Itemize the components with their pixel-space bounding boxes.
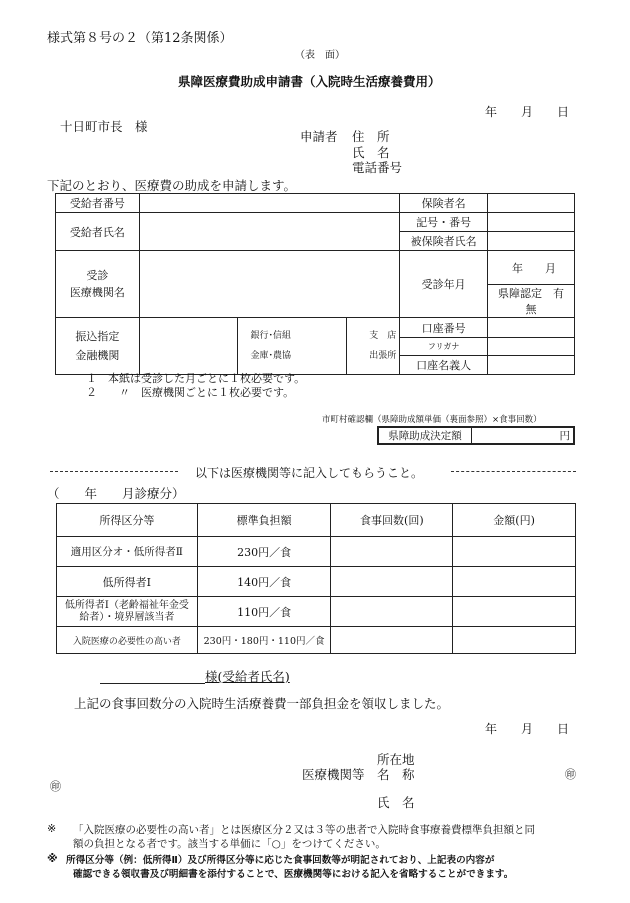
branch-cell[interactable] xyxy=(347,318,400,375)
page-title: 県障医療費助成申請書（入院時生活療養費用） xyxy=(178,74,441,89)
furigana-label: フリガナ xyxy=(400,338,488,356)
clinic-label-line2: 医療機関名 xyxy=(69,286,125,299)
footnote-2-line2: 確認できる領収書及び明細書を添付することで、医療機関等における記入を省略することができます。 xyxy=(73,869,514,880)
recipient-number-label: 受給者番号 xyxy=(56,194,140,213)
row-category: 入院医療の必要性の高い者 xyxy=(57,627,198,654)
header-standard: 標準負担額 xyxy=(197,504,331,537)
decision-amount-box xyxy=(377,426,575,445)
insurer-name-label: 保険者名 xyxy=(400,194,488,213)
row-amount[interactable] xyxy=(453,567,576,597)
footnote-1-line2: 額の負担となる者です。該当する単価に「○」をつけてください。 xyxy=(73,838,386,850)
row-category: 低所得者Ⅰ xyxy=(57,567,198,597)
account-number-input[interactable] xyxy=(488,318,575,338)
person-name-label: 氏 名 xyxy=(377,795,415,810)
clinic-label-line1: 受診 xyxy=(86,269,109,282)
addressee: 十日町市長 様 xyxy=(60,119,148,134)
municipal-confirm-label: 市町村確認欄（県障助成額単価（裏面参照）×食事回数） xyxy=(322,415,542,425)
footnote-1-mark: ※ xyxy=(47,822,57,835)
bank-type-cell[interactable] xyxy=(237,318,347,375)
intro-text: 下記のとおり、医療費の助成を申請します。 xyxy=(47,178,297,193)
row-standard: 230円／食 xyxy=(197,537,331,567)
footnote-1-line1: 「入院医療の必要性の高い者」とは医療区分２又は３等の患者で入院時食事療養費標準負担額と同 xyxy=(73,824,535,836)
row-meal-count[interactable] xyxy=(331,627,453,654)
receipt-date[interactable]: 年 月 日 xyxy=(485,722,570,736)
symbol-number-label: 記号・番号 xyxy=(400,213,488,232)
row-meal-count[interactable] xyxy=(331,597,453,627)
footnote-2-line1: 所得区分等（例：低所得Ⅱ）及び所得区分等に応じた食事回数等が明記されており、上記表の内容が xyxy=(66,855,495,866)
branch-1: 支 店 xyxy=(369,331,397,341)
note-1: １ 本紙は受診した月ごとに１枚必要です。 xyxy=(86,372,306,385)
account-number-label: 口座番号 xyxy=(400,318,488,338)
header-amount: 金額(円) xyxy=(453,504,576,537)
bank-name-input[interactable] xyxy=(139,318,237,375)
recipient-number-input[interactable] xyxy=(139,194,399,213)
institution-label: 医療機関等 xyxy=(302,767,365,782)
form-number: 様式第８号の２（第12条関係） xyxy=(47,31,233,46)
bank-label xyxy=(56,318,140,375)
bank-type-1: 銀行･信組 xyxy=(250,331,292,341)
table-row xyxy=(57,567,576,597)
row-meal-count[interactable] xyxy=(331,567,453,597)
row-standard: 110円／食 xyxy=(197,597,331,627)
branch-2: 出張所 xyxy=(369,351,397,361)
divider-text: 以下は医療機関等に記入してもらうこと。 xyxy=(195,466,424,480)
row-standard: 140円／食 xyxy=(197,567,331,597)
recipient-sama: 様(受給者氏名) xyxy=(205,669,290,684)
application-table xyxy=(55,193,575,375)
clinic-name-input[interactable] xyxy=(139,251,399,318)
bank-type-2: 金庫･農協 xyxy=(250,351,292,361)
receipt-text: 上記の食事回数分の入院時生活療養費一部負担金を領収しました。 xyxy=(74,696,450,711)
visit-year-month[interactable]: 年 月 xyxy=(488,251,575,285)
recipient-name-line[interactable] xyxy=(100,683,205,684)
decision-amount-input[interactable]: 円 xyxy=(472,427,575,444)
insurer-name-input[interactable] xyxy=(488,194,575,213)
insured-name-label: 被保険者氏名 xyxy=(400,232,488,251)
table-row xyxy=(57,597,576,627)
row-amount[interactable] xyxy=(453,597,576,627)
visit-month-label: 受診年月 xyxy=(400,251,488,318)
clinic-label xyxy=(56,251,140,318)
bank-label-line2: 金融機関 xyxy=(75,349,120,362)
location-label: 所在地 xyxy=(377,752,415,767)
row-category: 低所得者Ⅰ（老齢福祉年金受給者）・境界層該当者 xyxy=(57,597,198,627)
furigana-input[interactable] xyxy=(488,338,575,356)
seal-right-icon: ㊞ xyxy=(565,768,576,781)
symbol-number-input[interactable] xyxy=(488,213,575,232)
meal-table xyxy=(56,503,576,654)
face-label: （表 面） xyxy=(295,50,345,61)
header-category: 所得区分等 xyxy=(57,504,198,537)
row-standard[interactable]: 230円・180円・110円／食 xyxy=(197,627,331,654)
footnote-2-mark: ※ xyxy=(47,852,58,865)
divider-right xyxy=(451,471,576,472)
recipient-name-label: 受給者氏名 xyxy=(56,213,140,251)
account-holder-input[interactable] xyxy=(488,356,575,375)
seal-left-icon: ㊞ xyxy=(50,780,61,793)
institution-name-label: 名 称 xyxy=(377,767,415,782)
row-amount[interactable] xyxy=(453,627,576,654)
date-field: 年 月 日 xyxy=(485,105,570,119)
phone-label: 電話番号 xyxy=(352,160,403,175)
recipient-name-input[interactable] xyxy=(139,213,399,251)
applicant-label: 申請者 xyxy=(300,129,338,144)
divider-left xyxy=(50,471,178,472)
row-meal-count[interactable] xyxy=(331,537,453,567)
row-amount[interactable] xyxy=(453,537,576,567)
address-label: 住 所 xyxy=(352,129,390,144)
bank-label-line1: 振込指定 xyxy=(75,330,120,343)
row-category: 適用区分オ・低所得者Ⅱ xyxy=(57,537,198,567)
note-2: ２ 〃 医療機関ごとに１枚必要です。 xyxy=(86,386,295,399)
table-row xyxy=(57,537,576,567)
applicant-name-label: 氏 名 xyxy=(352,145,390,160)
header-meal-count: 食事回数(回) xyxy=(331,504,453,537)
treatment-period[interactable]: （ 年 月診療分） xyxy=(47,486,185,501)
account-holder-label: 口座名義人 xyxy=(400,356,488,375)
certification-field[interactable]: 県障認定 有 無 xyxy=(488,285,575,318)
insured-name-input[interactable] xyxy=(488,232,575,251)
decision-amount-label: 県障助成決定額 xyxy=(378,427,472,444)
table-row xyxy=(57,627,576,654)
